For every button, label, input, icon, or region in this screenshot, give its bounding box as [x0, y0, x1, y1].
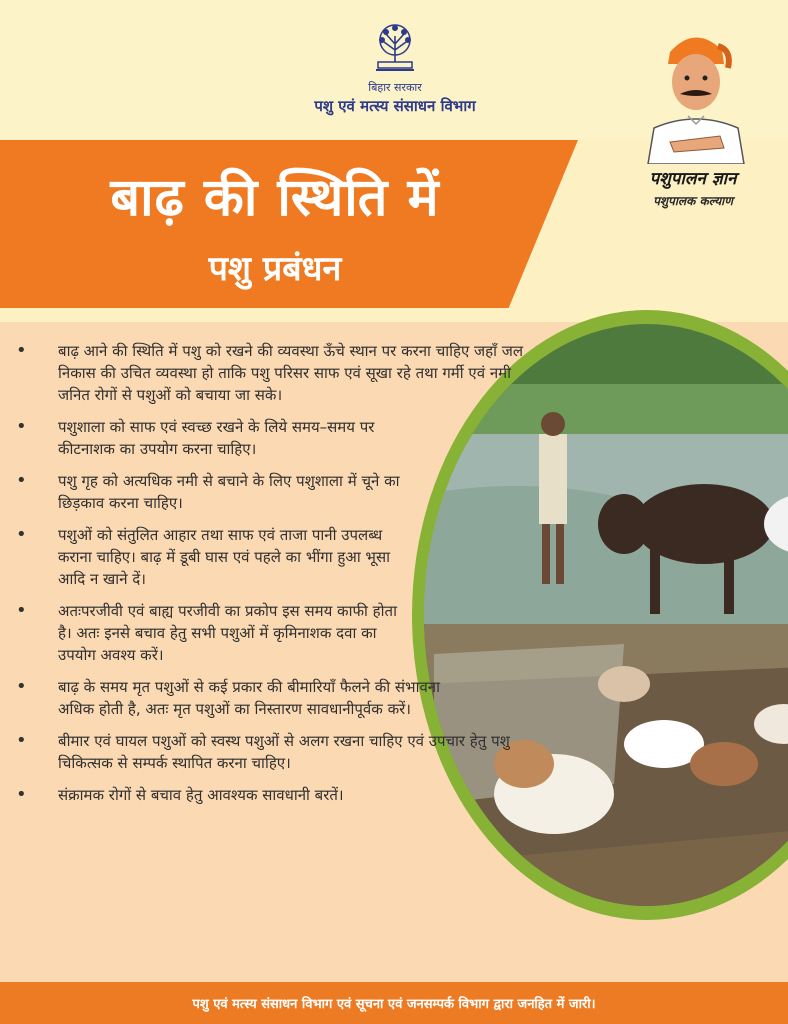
guideline-list: [14, 340, 534, 816]
list-item: • बीमार एवं घायल पशुओं को स्वस्थ पशुओं से अलग रखना चाहिए एवं उपचार हेतु पशु चिकित्सक से सम्पर्क स्थापित करना चाहिए।: [14, 730, 528, 774]
government-label: बिहार सरकार: [368, 81, 422, 94]
list-item: • पशु गृह को अत्यधिक नमी से बचाने के लिए पशुशाला में चूने का छिड़काव करना चाहिए।: [14, 470, 408, 514]
list-item: • बाढ़ आने की स्थिति में पशु को रखने की व्यवस्था ऊँचे स्थान पर करना चाहिए जहाँ जल निकास की उचित व्यवस्था हो ताकि पशु परिसर साफ एवं सूखा रहे तथा गर्मी एवं नमी जनित रोगों से पशुओं को बचाया जा सके।: [14, 340, 528, 406]
page-title: बाढ़ की स्थिति में: [110, 168, 440, 228]
brand-name: पशुपालन ज्ञान: [649, 169, 737, 189]
farmer-mascot-icon: [640, 24, 750, 164]
list-item: • संक्रामक रोगों से बचाव हेतु आवश्यक सावधानी बरतें।: [14, 784, 528, 806]
list-item: • पशुओं को संतुलित आहार तथा साफ एवं ताजा पानी उपलब्ध कराना चाहिए। बाढ़ में डूबी घास एवं पहले का भींगा हुआ भूसा आदि न खाने दें।: [14, 524, 408, 590]
department-label: पशु एवं मत्स्य संसाधन विभाग: [314, 97, 476, 115]
page-subtitle: पशु प्रबंधन: [208, 249, 342, 289]
list-item: • पशुशाला को साफ एवं स्वच्छ रखने के लिये समय–समय पर कीटनाशक का उपयोग करना चाहिए।: [14, 416, 418, 460]
footer-credit: पशु एवं मत्स्य संसाधन विभाग एवं सूचना एवं जनसम्पर्क विभाग द्वारा जनहित में जारी।: [192, 997, 596, 1012]
list-item: • अतःपरजीवी एवं बाह्य परजीवी का प्रकोप इस समय काफी होता है। अतः इनसे बचाव हेतु सभी पशुओं में कृमिनाशक दवा का उपयोग अवश्य करें।: [14, 600, 403, 666]
bihar-emblem-bodhi-tree-icon: [372, 22, 418, 80]
brand-tagline: पशुपालक कल्याण: [653, 194, 733, 208]
list-item: • बाढ़ के समय मृत पशुओं से कई प्रकार की बीमारियाँ फैलने की संभावना अधिक होती है, अतः मृत पशुओं का निस्तारण सावधानीपूर्वक करें।: [14, 676, 443, 720]
